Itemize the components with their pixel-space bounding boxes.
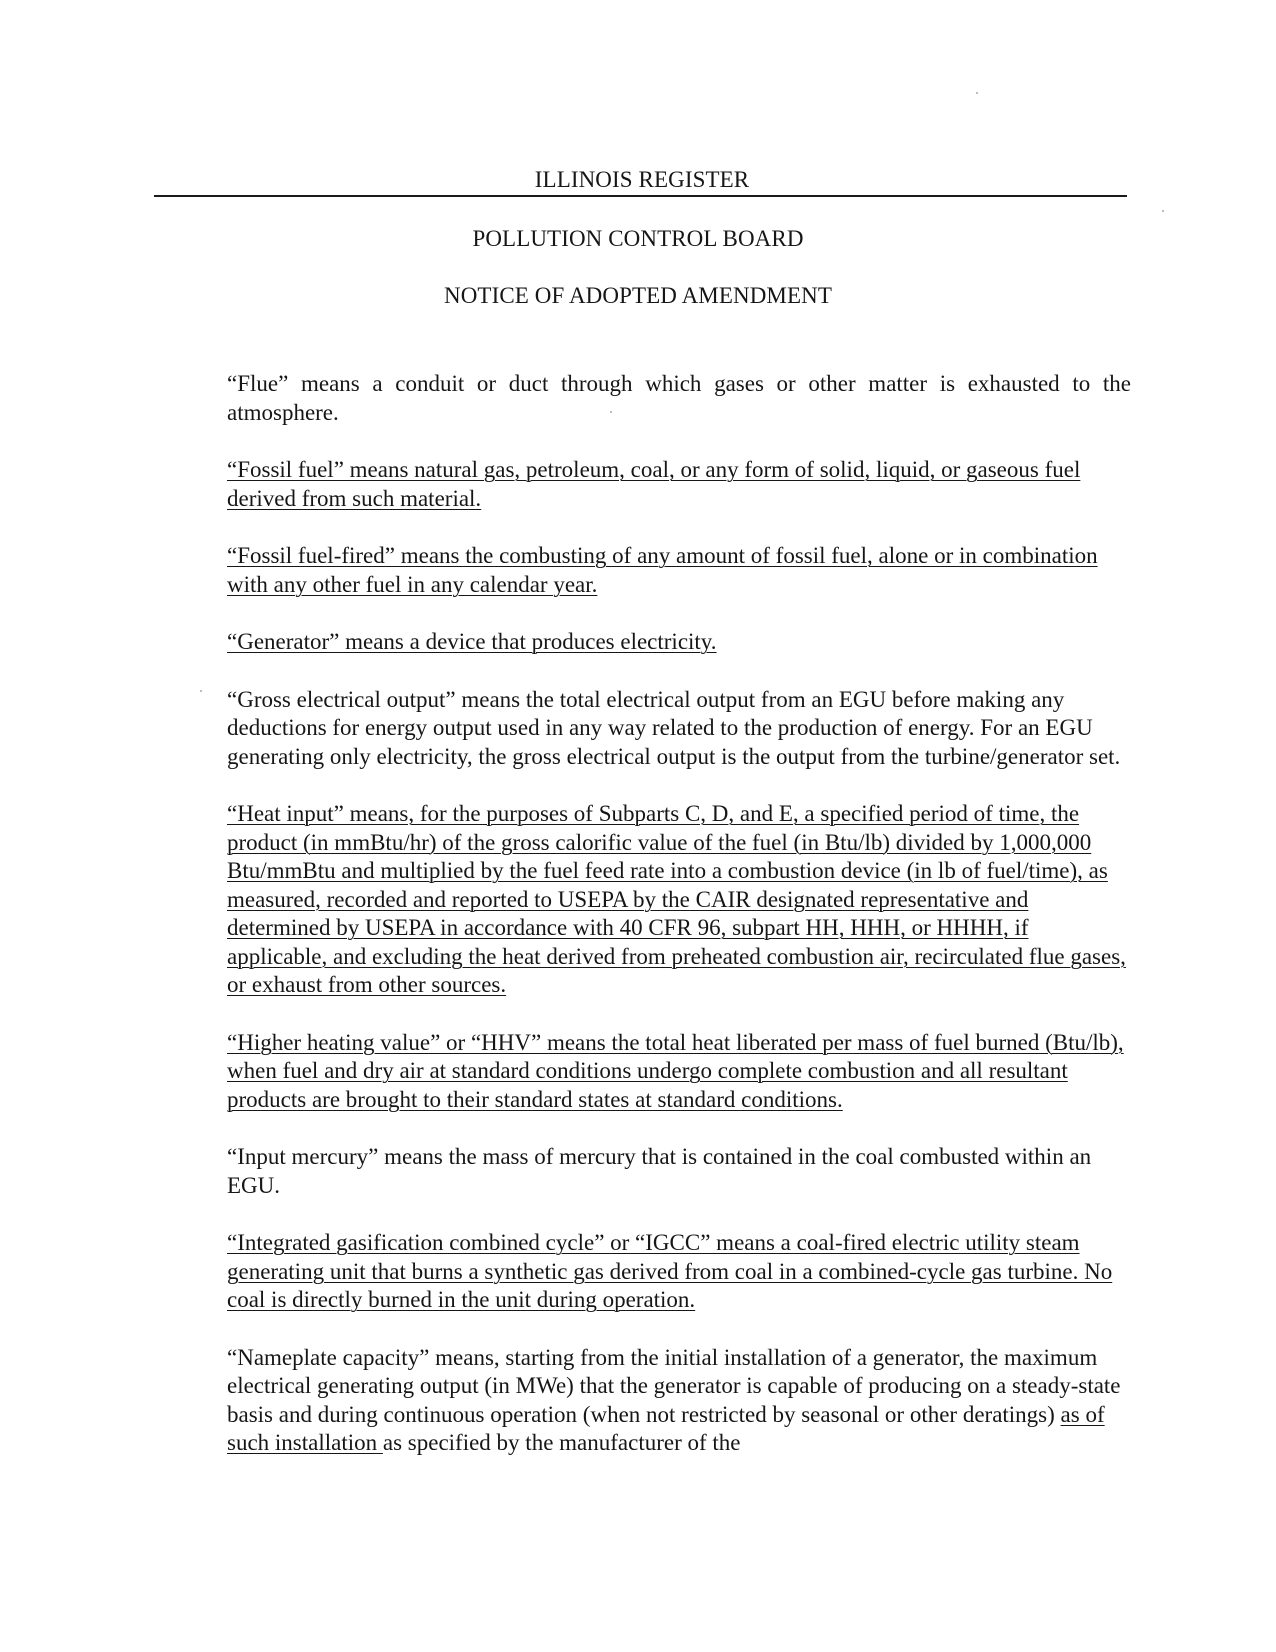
definition-input-mercury [227,1143,1131,1200]
definition-text: “Fossil fuel-fired” means the combusting of any amount of fossil fuel, alone or in combination with any other fuel in any calendar year. [227,543,1098,597]
definition-generator [227,628,1131,657]
scan-speck [976,92,978,94]
definition-text: “Input mercury” means the mass of mercury that is contained in the coal combusted within an EGU. [227,1144,1092,1198]
scan-speck [610,411,612,413]
definition-fossil-fuel-fired [227,542,1131,599]
definition-text: “Generator” means a device that produces electricity. [227,629,717,654]
definition-higher-heating-value [227,1029,1131,1115]
definition-heat-input [227,800,1131,1000]
definition-text: “Fossil fuel” means natural gas, petroleum, coal, or any form of solid, liquid, or gaseous fuel derived from such material. [227,457,1081,511]
inserted-text: as of such installation [227,1401,1105,1455]
definition-gross-electrical-output [227,686,1131,772]
definition-nameplate-capacity [227,1344,1131,1458]
definition-text: “Heat input” means, for the purposes of Subparts C, D, and E, a specified period of time, the product (in mmBtu/hr) of the gross calorific value of the fuel (in Btu/lb) divided by 1,000,000 Btu/mmBtu and multiplied by the fuel feed rate into a combustion device (in lb of fuel/time), as measured, recorded and reported to USEPA by the CAIR designated representative and determined by USEPA in accordance with 40 CFR 96, subpart HH, HHH, or HHHH, if applicable, and excluding the heat derived from preheated combustion air, recirculated flue gases, or exhaust from other sources. [227,801,1126,997]
definition-fossil-fuel [227,456,1131,513]
definition-flue [227,370,1131,427]
definition-text: “Nameplate capacity” means, starting from the initial installation of a generator, the maximum electrical generating output (in MWe) that the generator is capable of producing on a steady-state basis and during continuous operation (when not restricted by seasonal or other deratings) [227,1344,1121,1427]
scan-speck [200,690,202,692]
definition-igcc [227,1229,1131,1315]
definition-text: “Flue” means a conduit or duct through which gases or other matter is exhausted to the atmosphere. [227,371,1131,425]
definition-text: as specified by the manufacturer of the [382,1430,741,1455]
definition-text: “Gross electrical output” means the total electrical output from an EGU before making any deductions for energy output used in any way related to the production of energy. For an EGU generating only electricity, the gross electrical output is the output from the turbine/generator set. [227,686,1121,769]
definitions-body [227,370,1131,1487]
register-title: ILLINOIS REGISTER [534,167,750,192]
notice-title: NOTICE OF ADOPTED AMENDMENT [444,283,832,308]
definition-text: “Higher heating value” or “HHV” means the total heat liberated per mass of fuel burned (Btu/lb), when fuel and dry air at standard conditions undergo complete combustion and all resultant products are brought to their standard states at standard conditions. [227,1029,1124,1112]
board-title: POLLUTION CONTROL BOARD [472,226,804,251]
definition-text: “Integrated gasification combined cycle” or “IGCC” means a coal-fired electric utility steam generating unit that burns a synthetic gas derived from coal in a combined-cycle gas turbine. No coal is directly burned in the unit during operation. [227,1230,1113,1312]
scan-speck [1162,210,1164,212]
header-rule [154,195,1127,197]
